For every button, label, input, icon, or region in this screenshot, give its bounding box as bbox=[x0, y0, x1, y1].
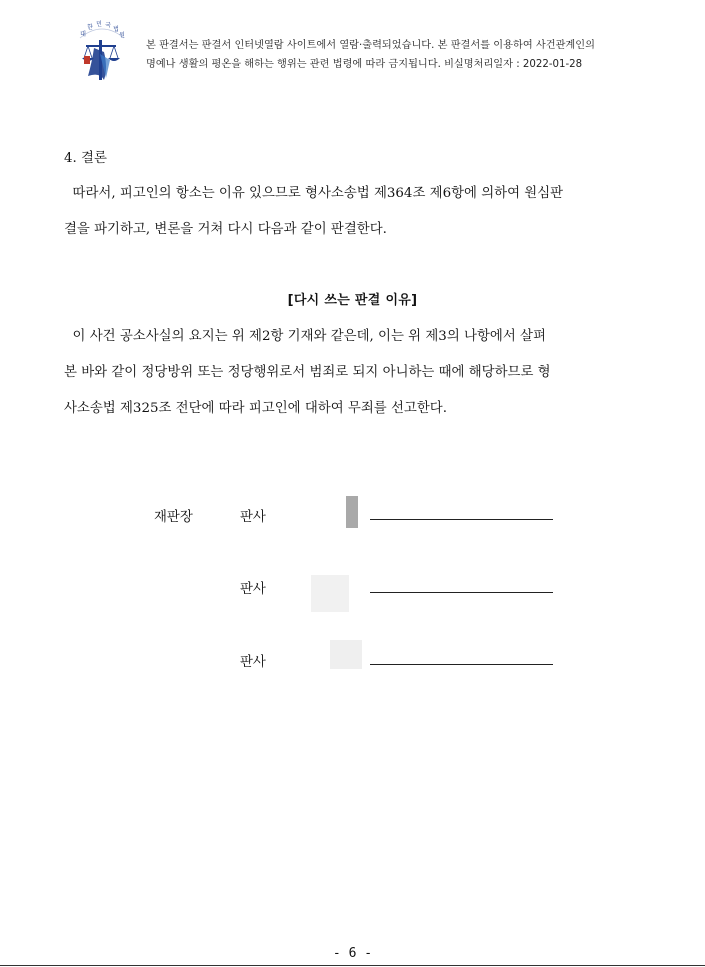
logo-lettering: 대한 민 국법원 bbox=[80, 21, 125, 39]
court-emblem-logo bbox=[70, 18, 134, 84]
presiding-judge-title: 재판장 bbox=[154, 510, 193, 525]
reasons-line-3: 사소송법 제325조 전단에 따라 피고인에 대하여 무죄를 선고한다. bbox=[64, 401, 447, 416]
page-header bbox=[70, 18, 670, 88]
redacted-name-3 bbox=[330, 640, 362, 669]
signature-line-2 bbox=[370, 592, 553, 593]
judge-title-3: 판사 bbox=[240, 655, 266, 670]
section-title: 4. 결론 bbox=[64, 151, 107, 166]
conclusion-line-2: 결을 파기하고, 변론을 거쳐 다시 다음과 같이 판결한다. bbox=[64, 222, 387, 237]
reasons-heading: [다시 쓰는 판결 이유] bbox=[287, 293, 418, 308]
judge-title-1: 판사 bbox=[240, 510, 266, 525]
reasons-line-1: 이 사건 공소사실의 요지는 위 제2항 기재와 같은데, 이는 위 제3의 나항에서 살펴 bbox=[64, 329, 546, 344]
header-notice-line1: 본 판결서는 판결서 인터넷열람 사이트에서 열람·출력되었습니다. 본 판결서를 이용하여 사건관계인의 bbox=[146, 40, 595, 51]
header-notice bbox=[146, 36, 705, 74]
redacted-name-1 bbox=[346, 496, 358, 528]
footer-rule bbox=[0, 965, 705, 966]
redacted-name-2 bbox=[311, 575, 349, 612]
judge-title-2: 판사 bbox=[240, 582, 266, 597]
header-notice-line2: 명예나 생활의 평온을 해하는 행위는 관련 법령에 따라 금지됩니다. 비실명처리일자 : 2022-01-28 bbox=[146, 59, 583, 70]
page-number: - 6 - bbox=[332, 946, 373, 961]
reasons-line-2: 본 바와 같이 정당방위 또는 정당행위로서 범죄로 되지 아니하는 때에 해당하므로 형 bbox=[64, 365, 551, 380]
signature-line-3 bbox=[370, 664, 553, 665]
signature-line-1 bbox=[370, 519, 553, 520]
conclusion-line-1: 따라서, 피고인의 항소는 이유 있으므로 형사소송법 제364조 제6항에 의하여 원심판 bbox=[64, 186, 564, 201]
